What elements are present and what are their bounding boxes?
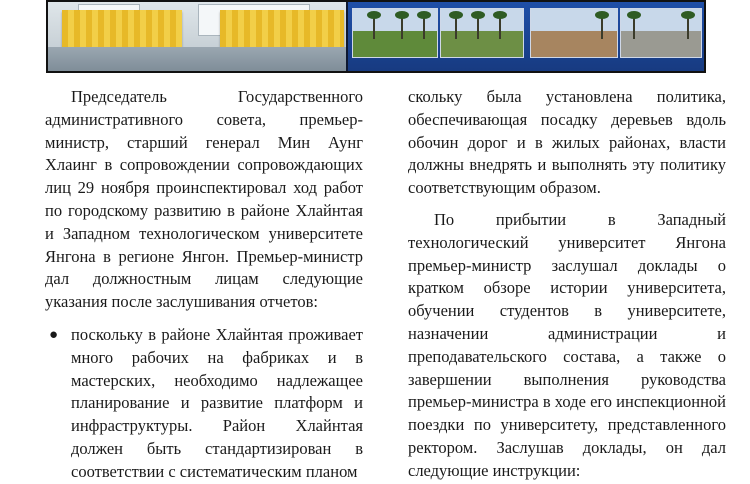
thumbnail-photo [352,8,438,58]
bullet-text: поскольку в районе Хлайнтая проживает много рабочих на фабриках и в мастерских, необходимо надлежащее планирование и развитие платформ и инфраструктуры. Район Хлайнтая должен быть стандартизирован в соответствии с систематическим планом [71,324,363,481]
thumbnail-photo [440,8,524,58]
photo-strip [46,0,706,73]
floor [48,47,346,73]
bullet-icon: ● [49,326,59,343]
thumbnail-photo [620,8,702,58]
display-board-photo [348,2,704,73]
exhibition-photo [48,2,346,73]
left-column [45,86,363,484]
article-paragraph: Председатель Государственного административного совета, премьер-министр, старший генерал Мин Аунг Хлаинг в сопровождении сопровождающих лиц 29 ноября проинспектировал ход работ по городскому развитию в районе Хлайнтая и Западном технологическом университете Янгона в регионе Янгон. Премьер-министр дал должностным лицам следующие указания после заслушивания отчетов: [45,87,363,312]
article-paragraph: По прибытии в Западный технологический университет Янгона премьер-министр заслушал доклады о кратком обзоре истории университета, обучении студентов в университете, назначении администрации и преподавательского состава, а также о завершении выполнения руководства премьер-министра в ходе его инспекционной поездки по университету, представленного ректором. Заслушав доклады, он дал следующие инструкции: [408,209,726,480]
thumbnail-photo [530,8,618,58]
right-column [408,86,726,483]
article-paragraph-continued: скольку была установлена политика, обеспечивающая посадку деревьев вдоль обочин дорог и в жилых районах, власти должны внедрять и выполнять эту политику соответствующим образом. [408,87,726,198]
